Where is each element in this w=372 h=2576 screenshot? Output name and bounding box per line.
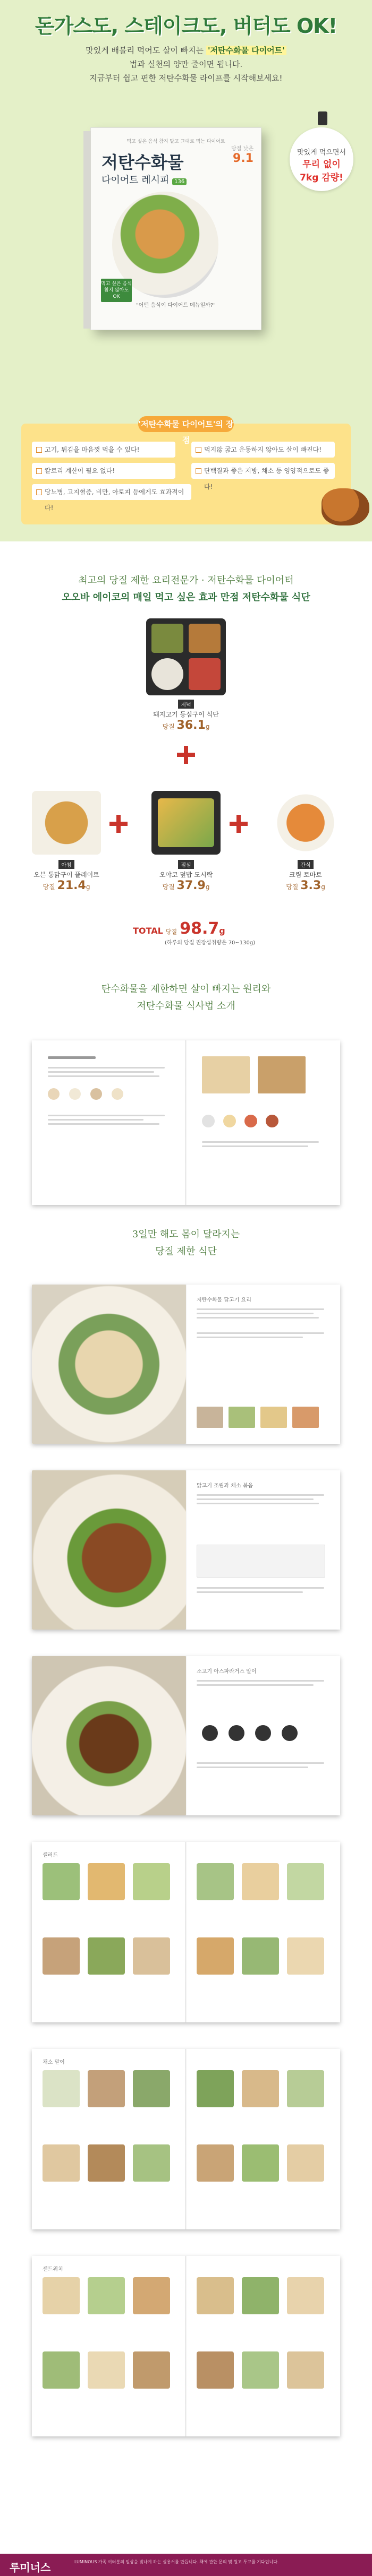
recipe-title: 소고기 아스파라거스 말이 <box>197 1669 257 1675</box>
dish-thumb <box>43 2144 80 2182</box>
thumb-photo <box>229 1407 255 1428</box>
book-green-tag: 먹고 싶은 음식 참지 않아도 OK <box>101 279 132 302</box>
dish-thumb <box>197 1863 234 1900</box>
diet-section-title <box>0 1226 372 1260</box>
principle-line-1: 탄수화물을 제한하면 살이 빠지는 원리와 <box>101 984 271 995</box>
dish-thumb <box>133 2277 170 2314</box>
food-icon <box>202 1725 218 1741</box>
lunch-photo <box>151 791 221 855</box>
meal-name: 오야코 덮밥 도시락 <box>159 871 213 878</box>
dish-thumb <box>88 1937 125 1975</box>
dish-thumb <box>133 2351 170 2389</box>
food-icon <box>266 1115 278 1127</box>
carb-unit: g <box>205 723 210 730</box>
text-line <box>197 1332 324 1334</box>
dish-thumb <box>242 1937 279 1975</box>
advantage-text: 당뇨병, 고지혈증, 비만, 아토피 등에게도 효과적이다! <box>45 488 184 512</box>
intro-text-2: 법과 실천의 양만 줄이면 됩니다. <box>129 59 243 69</box>
recipe-text-page <box>186 1656 340 1815</box>
carb-value: 3.3 <box>300 879 322 892</box>
checkbox-icon <box>36 468 42 474</box>
snack-label <box>263 860 348 892</box>
meal-name: 크림 토마토 <box>289 871 322 878</box>
recipe-grid-spread-1 <box>32 1842 340 2022</box>
carb-label: 당질 <box>162 883 175 891</box>
dish-thumb <box>242 2277 279 2314</box>
food-icon <box>223 1115 236 1127</box>
dish-thumb <box>43 2351 80 2389</box>
dish-thumb <box>88 1863 125 1900</box>
text-line <box>48 1115 165 1116</box>
checkbox-icon <box>196 468 201 474</box>
advantage-text: 고기, 튀김을 마음껏 먹을 수 있다! <box>45 446 140 453</box>
food-icon <box>244 1115 257 1127</box>
book-spine <box>83 131 91 329</box>
book-top-text: 먹고 싶은 음식 참지 말고 그대로 먹는 다이어트 <box>126 139 225 144</box>
lunch-box-food <box>158 798 214 847</box>
breakfast-photo <box>32 791 101 855</box>
plus-icon <box>109 815 128 833</box>
principle-section-title <box>0 981 372 1015</box>
dish-thumb <box>43 1863 80 1900</box>
text-line <box>48 1119 143 1121</box>
recipe-title: 저탄수화물 닭고기 요리 <box>197 1297 251 1303</box>
pin-icon <box>318 111 327 125</box>
intro-highlight: '저탄수화물 다이어트' <box>206 46 286 55</box>
book-spread-intro <box>32 1040 340 1205</box>
food-icon <box>202 1115 215 1127</box>
meal-carb <box>143 879 229 892</box>
dish-thumb <box>43 2277 80 2314</box>
total-note: (하루의 당질 권장섭취량은 70~130g) <box>165 940 256 946</box>
text-line <box>197 1498 314 1500</box>
checkbox-icon <box>36 489 42 495</box>
meal-section-title <box>0 572 372 606</box>
text-line <box>197 1591 303 1593</box>
text-line <box>48 1075 159 1077</box>
recipe-photo <box>32 1656 186 1815</box>
dinner-meal-photo <box>146 618 226 695</box>
book-subtitle <box>102 173 187 186</box>
meal-name: 돼지고기 등심구이 식단 <box>153 711 219 718</box>
meal-tag: 점심 <box>178 860 193 869</box>
hero-section <box>0 0 372 541</box>
dish-thumb <box>287 1937 324 1975</box>
advantage-item <box>191 463 335 490</box>
food-item <box>189 658 221 690</box>
dish-thumb <box>133 1863 170 1900</box>
advantage-text: 먹지않 굶고 운동하지 않아도 살이 빠진다! <box>204 446 322 453</box>
meal-carb <box>133 719 239 732</box>
food-item <box>151 658 183 690</box>
dish-thumb <box>287 2070 324 2107</box>
text-line <box>48 1123 159 1125</box>
footer-bar <box>0 2554 372 2576</box>
dinner-label <box>133 700 239 732</box>
food-icon <box>112 1088 123 1100</box>
text-line <box>197 1494 324 1496</box>
meal-tag: 저녁 <box>178 700 193 709</box>
snack-photo <box>271 791 340 855</box>
hero-intro <box>0 44 372 85</box>
advantage-item <box>32 484 191 512</box>
text-line <box>197 1684 314 1686</box>
total-value: 98.7 <box>180 919 219 938</box>
recipe-title: 닭고기 조림과 채소 볶음 <box>197 1483 253 1489</box>
text-line <box>197 1680 324 1682</box>
grid-label: 샌드위치 <box>43 2267 63 2272</box>
fried-chicken-illustration <box>322 488 369 525</box>
recipe-photo <box>32 1470 186 1630</box>
checkbox-icon <box>36 447 42 453</box>
dish-thumb <box>133 1937 170 1975</box>
thumb-photo <box>292 1407 319 1428</box>
text-line <box>197 1308 324 1310</box>
carb-unit: g <box>321 883 325 891</box>
advantages-title: '저탄수화물 다이어트'의 장점 <box>138 416 234 432</box>
recipe-text-page <box>186 1285 340 1444</box>
recipe-spread-3 <box>32 1656 340 1815</box>
carb-unit: g <box>86 883 90 891</box>
intro-text-3: 지금부터 쉽고 편한 저탄수화물 라이프를 시작해보세요! <box>89 73 283 83</box>
plus-icon <box>177 746 195 764</box>
promo-badge <box>290 127 353 191</box>
dish-thumb <box>242 2070 279 2107</box>
text-line <box>197 1762 324 1764</box>
publisher-logo: 루미너스 <box>10 2561 51 2574</box>
book-badge: 136 <box>172 178 187 185</box>
dish-thumb <box>88 2144 125 2182</box>
advantage-item <box>32 463 175 479</box>
text-line <box>197 1317 319 1319</box>
dish-thumb <box>197 1937 234 1975</box>
book-note: "어떤 음식이 다이어트 메뉴일까?" <box>136 303 216 308</box>
total-carb-label: 당질 <box>165 928 177 935</box>
carb-value: 36.1 <box>176 719 206 732</box>
book-subtitle-text: 다이어트 레시피 <box>102 175 170 186</box>
food-icon <box>282 1725 298 1741</box>
grid-label: 샐러드 <box>43 1853 58 1858</box>
meal-carb <box>263 879 348 892</box>
right-page <box>186 1040 340 1205</box>
carb-unit: g <box>205 883 210 891</box>
advantage-item <box>32 442 175 458</box>
dish-thumb <box>197 2070 234 2107</box>
hero-headline: 돈가스도, 스테이크도, 버터도 OK! <box>35 14 337 38</box>
dish-thumb <box>88 2351 125 2389</box>
dish-thumb <box>287 2144 324 2182</box>
book-cal-label: 당질 낮은 <box>231 146 253 152</box>
text-line <box>197 1587 324 1589</box>
carb-label: 당질 <box>162 723 175 730</box>
text-line <box>197 1503 319 1504</box>
food-photo <box>258 1056 306 1093</box>
dish-thumb <box>242 2144 279 2182</box>
dish-thumb <box>242 2351 279 2389</box>
text-line <box>202 1145 308 1147</box>
total-unit: g <box>219 926 225 936</box>
diet-line-2: 당질 제한 식단 <box>155 1246 217 1257</box>
gutter <box>185 1842 187 2022</box>
meal-tag: 간식 <box>298 860 313 869</box>
recipe-photo <box>32 1285 186 1444</box>
food-icon <box>48 1088 60 1100</box>
recipe-spread-1 <box>32 1285 340 1444</box>
meal-section-line-1: 최고의 당질 제한 요리전문가 · 저탄수화물 다이어터 <box>78 575 294 586</box>
promo-line-1: 맛있게 먹으면서 <box>297 149 346 157</box>
dish-thumb <box>287 1863 324 1900</box>
promo-line-3: 7kg 감량! <box>300 173 343 183</box>
dish-thumb <box>43 1937 80 1975</box>
food-item <box>151 624 183 653</box>
gutter <box>185 2049 187 2229</box>
dish-thumb <box>287 2351 324 2389</box>
text-line <box>202 1141 319 1143</box>
meal-section-line-2: 오오바 에이코의 매일 먹고 싶은 효과 만점 저탄수화물 식단 <box>62 592 310 603</box>
text-line <box>197 1313 314 1314</box>
text-line <box>197 1767 308 1768</box>
carb-label: 당질 <box>43 883 55 891</box>
dish-thumb <box>88 2070 125 2107</box>
checkbox-icon <box>196 447 201 453</box>
total-carbs <box>133 919 292 946</box>
dish-thumb <box>88 2277 125 2314</box>
principle-line-2: 저탄수화물 식사법 소개 <box>137 1001 235 1012</box>
food-icon <box>69 1088 81 1100</box>
advantage-text: 단백질과 좋은 지방, 채소 등 영양적으로도 좋다! <box>204 467 329 490</box>
carb-label: 당질 <box>286 883 299 891</box>
grid-label: 채소 말이 <box>43 2060 65 2065</box>
intro-text-1: 맛있게 배불리 먹어도 살이 빠지는 <box>86 46 206 55</box>
food-item <box>189 624 221 653</box>
plus-icon <box>230 815 248 833</box>
footer-fine-print: LUMINOUS 가족 여러분의 일상을 빛나게 하는 실용서를 만듭니다. 책에 관한 문의 및 원고 투고를 기다립니다. <box>74 2560 279 2564</box>
meal-name: 오븐 통닭구이 플레이트 <box>33 871 99 878</box>
thumb-photo <box>197 1407 223 1428</box>
dish-thumb <box>43 2070 80 2107</box>
dish-thumb <box>133 2144 170 2182</box>
book-cal-value: 9.1 <box>233 152 253 165</box>
dish-thumb <box>287 2277 324 2314</box>
advantages-box <box>21 419 351 524</box>
text-line <box>48 1067 165 1069</box>
advantage-item <box>191 442 335 458</box>
recipe-grid-spread-3 <box>32 2256 340 2436</box>
page-heading <box>48 1056 96 1059</box>
book-title: 저탄수화물 <box>102 152 184 173</box>
thumb-photo <box>260 1407 287 1428</box>
food-icon <box>90 1088 102 1100</box>
lunch-label <box>143 860 229 892</box>
promo-line-2: 무리 없이 <box>302 159 341 170</box>
advantage-text: 칼로리 계산이 필요 없다! <box>45 467 115 475</box>
dish-thumb <box>133 2070 170 2107</box>
carb-value: 37.9 <box>176 879 206 892</box>
food-icon <box>255 1725 271 1741</box>
diet-line-1: 3일만 해도 몸이 달라지는 <box>132 1229 240 1240</box>
recipe-spread-2 <box>32 1470 340 1630</box>
dish-thumb <box>197 2144 234 2182</box>
total-label: TOTAL <box>133 926 163 936</box>
info-box <box>197 1545 325 1578</box>
left-page <box>32 1040 186 1205</box>
dish-thumb <box>197 2351 234 2389</box>
meal-carb <box>24 879 109 892</box>
dish-thumb <box>242 1863 279 1900</box>
dish-thumb <box>197 2277 234 2314</box>
breakfast-label <box>24 860 109 892</box>
gutter <box>185 2256 187 2436</box>
recipe-grid-spread-2 <box>32 2049 340 2229</box>
meal-tag: 아침 <box>58 860 74 869</box>
recipe-text-page <box>186 1470 340 1630</box>
food-icon <box>229 1725 244 1741</box>
food-photo <box>202 1056 250 1093</box>
text-line <box>48 1071 154 1073</box>
text-line <box>197 1337 303 1338</box>
book-calorie <box>231 144 253 165</box>
carb-value: 21.4 <box>57 879 86 892</box>
